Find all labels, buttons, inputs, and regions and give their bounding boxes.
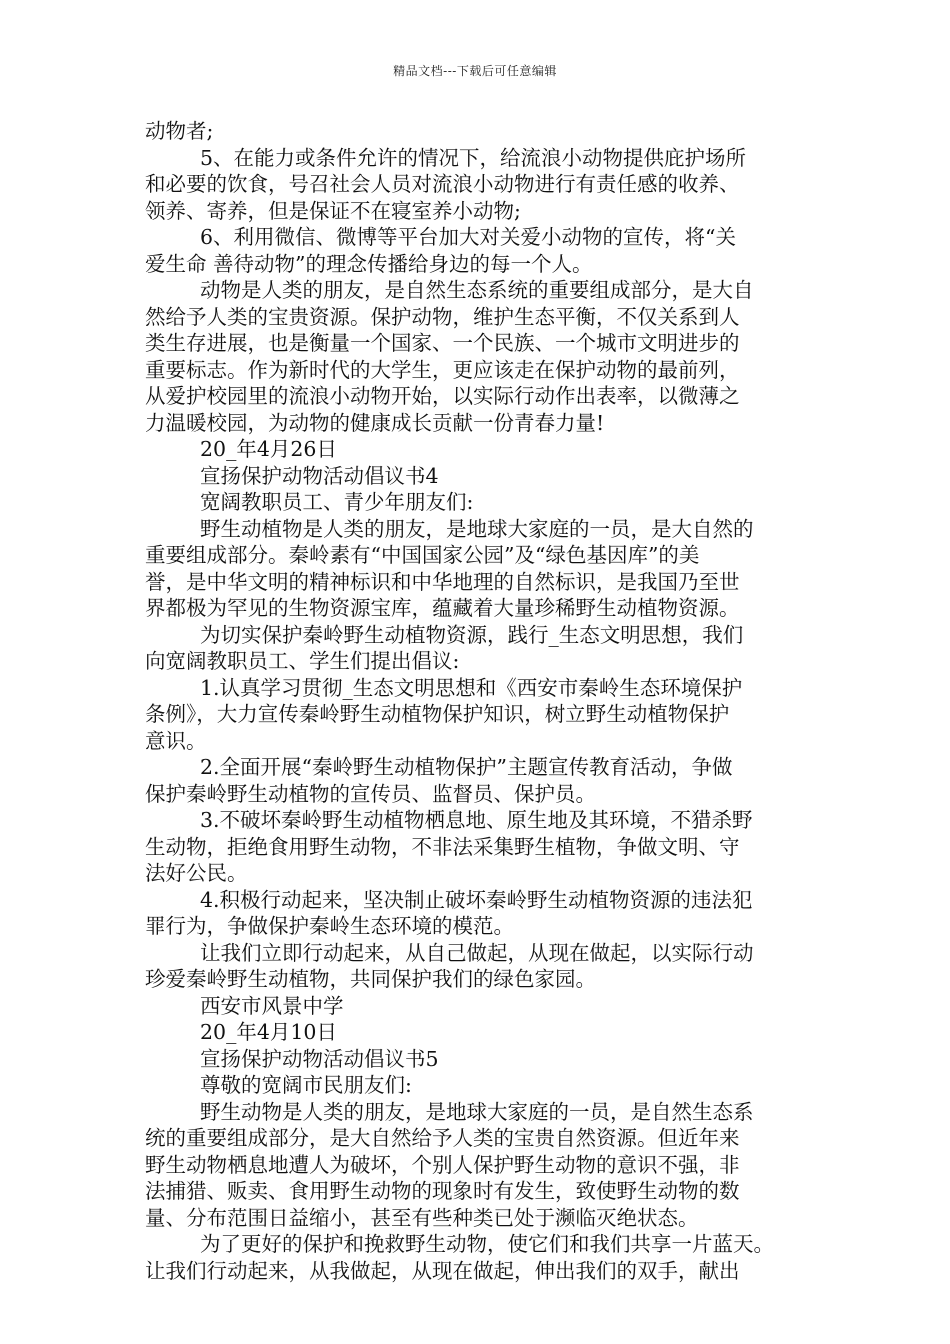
text-line: 让我们行动起来，从我做起，从现在做起，伸出我们的双手，献出 bbox=[145, 1258, 740, 1283]
text-line: 罪行为，争做保护秦岭生态环境的模范。 bbox=[145, 914, 514, 938]
text-line: 爱生命 善待动物”的理念传播给身边的每一个人。 bbox=[145, 251, 593, 276]
text-line: 宽阔教职员工、青少年朋友们: bbox=[200, 490, 474, 514]
text-line: 统的重要组成部分，是大自然给予人类的宝贵自然资源。但近年来 bbox=[145, 1126, 740, 1150]
text-line: 珍爱秦岭野生动植物，共同保护我们的绿色家园。 bbox=[145, 967, 596, 991]
text-line: 野生动植物是人类的朋友，是地球大家庭的一员，是大自然的 bbox=[200, 516, 754, 541]
text-line: 野生动物是人类的朋友，是地球大家庭的一员，是自然生态系 bbox=[200, 1099, 754, 1124]
text-line: 然给予人类的宝贵资源。保护动物，维护生态平衡，不仅关系到人 bbox=[145, 304, 740, 329]
text-line: 2.全面开展“秦岭野生动植物保护”主题宣传教育活动，争做 bbox=[200, 755, 733, 779]
document-body bbox=[145, 118, 810, 1284]
text-line: 宣扬保护动物活动倡议书5 bbox=[200, 1046, 439, 1071]
text-line: 野生动物栖息地遭人为破坏，个别人保护野生动物的意识不强，非 bbox=[145, 1152, 740, 1177]
text-line: 3.不破坏秦岭野生动植物栖息地、原生地及其环境，不猎杀野 bbox=[200, 808, 753, 832]
text-line: 西安市风景中学 bbox=[200, 993, 344, 1018]
text-line: 生动物，拒绝食用野生动物，不非法采集野生植物，争做文明、守 bbox=[145, 834, 740, 859]
text-line: 法好公民。 bbox=[145, 861, 248, 885]
text-line: 重要组成部分。秦岭素有“中国国家公园”及“绿色基因库”的美 bbox=[145, 543, 700, 567]
text-line: 宣扬保护动物活动倡议书4 bbox=[200, 463, 439, 488]
text-line: 法捕猎、贩卖、食用野生动物的现象时有发生，致使野生动物的数 bbox=[145, 1179, 740, 1203]
text-line: 力温暖校园，为动物的健康成长贡献一份青春力量! bbox=[145, 410, 605, 435]
text-line: 1.认真学习贯彻_生态文明思想和《西安市秦岭生态环境保护 bbox=[200, 675, 743, 700]
text-line: 界都极为罕见的生物资源宝库，蕴藏着大量珍稀野生动植物资源。 bbox=[145, 596, 740, 620]
text-line: 尊敬的宽阔市民朋友们: bbox=[200, 1073, 412, 1097]
text-line: 条例》，大力宣传秦岭野生动植物保护知识，树立野生动植物保护 bbox=[145, 702, 730, 726]
text-line: 意识。 bbox=[145, 728, 207, 753]
text-line: 誉，是中华文明的精神标识和中华地理的自然标识，是我国乃至世 bbox=[145, 569, 740, 594]
text-line: 4.积极行动起来，坚决制止破坏秦岭野生动植物资源的违法犯 bbox=[200, 887, 753, 912]
text-line: 动物是人类的朋友，是自然生态系统的重要组成部分，是大自 bbox=[200, 278, 754, 302]
text-line: 领养、寄养，但是保证不在寝室养小动物; bbox=[145, 198, 521, 223]
text-line: 重要标志。作为新时代的大学生，更应该走在保护动物的最前列， bbox=[145, 357, 740, 382]
text-line: 6、利用微信、微博等平台加大对关爱小动物的宣传，将“关 bbox=[200, 225, 737, 249]
text-line: 和必要的饮食，号召社会人员对流浪小动物进行有责任感的收养、 bbox=[145, 172, 740, 196]
text-line: 为切实保护秦岭野生动植物资源，践行_生态文明思想，我们 bbox=[200, 622, 744, 647]
page-header: 精品文档---下载后可任意编辑 bbox=[393, 64, 557, 78]
text-line: 量、分布范围日益缩小，甚至有些种类已处于濒临灭绝状态。 bbox=[145, 1205, 699, 1230]
text-line: 让我们立即行动起来，从自己做起，从现在做起，以实际行动 bbox=[200, 940, 754, 965]
text-line: 20_年4月26日 bbox=[200, 437, 337, 461]
text-line: 为了更好的保护和挽救野生动物，使它们和我们共享一片蓝天。 bbox=[200, 1232, 774, 1256]
text-line: 保护秦岭野生动植物的宣传员、监督员、保护员。 bbox=[145, 781, 596, 806]
text-line: 类生存进展，也是衡量一个国家、一个民族、一个城市文明进步的 bbox=[145, 331, 740, 355]
text-line: 20_年4月10日 bbox=[200, 1020, 337, 1044]
text-line: 向宽阔教职员工、学生们提出倡议: bbox=[145, 649, 460, 673]
text-line: 动物者; bbox=[145, 119, 214, 143]
text-line: 从爱护校园里的流浪小动物开始，以实际行动作出表率，以微薄之 bbox=[145, 384, 740, 408]
text-line: 5、在能力或条件允许的情况下，给流浪小动物提供庇护场所 bbox=[200, 145, 747, 170]
